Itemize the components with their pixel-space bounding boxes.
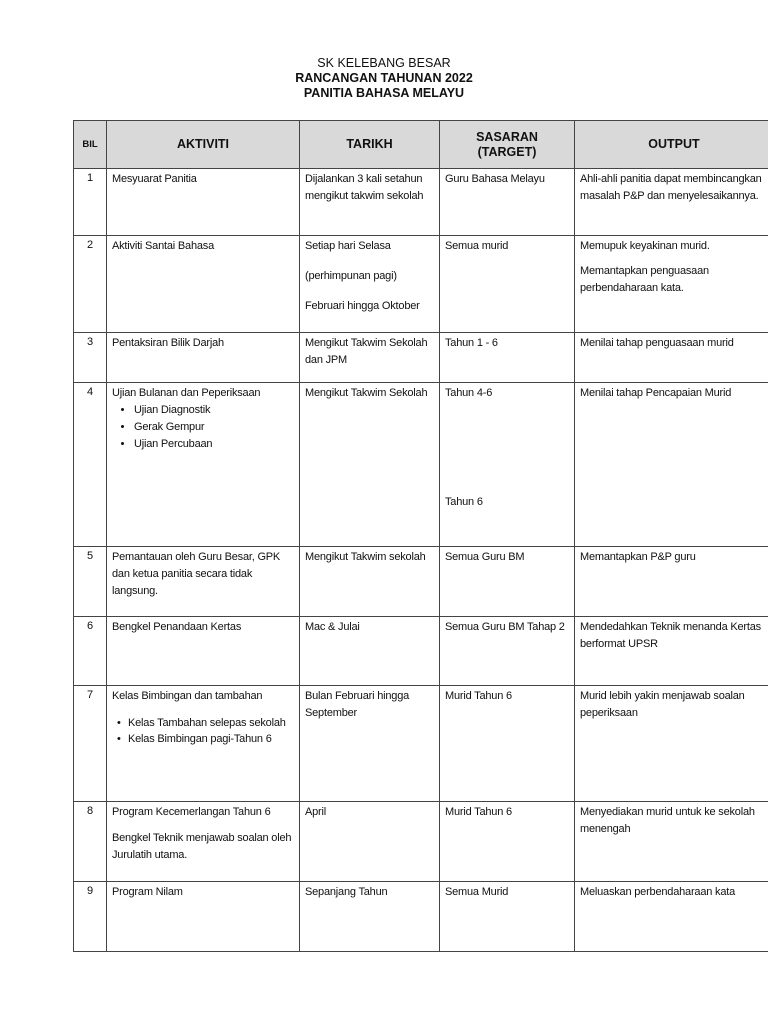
- cell-sasaran: Semua Guru BM: [440, 547, 575, 617]
- cell-output: Ahli-ahli panitia dapat membincangkan masalah P&P dan menyelesaikannya.: [575, 169, 768, 236]
- cell-aktiviti: Bengkel Penandaan Kertas: [107, 617, 300, 686]
- table-row: [74, 236, 768, 333]
- cell-tarikh: Mac & Julai: [300, 617, 440, 686]
- tarikh-line: (perhimpunan pagi): [305, 270, 397, 282]
- cell-output: Murid lebih yakin menjawab soalan peperiksaan: [575, 686, 768, 802]
- table-row: [74, 169, 768, 236]
- list-item: • Kelas Bimbingan pagi-Tahun 6: [128, 731, 294, 747]
- cell-tarikh: [300, 236, 440, 333]
- row-number: 7: [74, 686, 107, 802]
- cell-tarikh: Sepanjang Tahun: [300, 882, 440, 952]
- cell-aktiviti: [107, 383, 300, 547]
- sasaran-line: Tahun 4-6: [445, 387, 493, 399]
- cell-tarikh: April: [300, 802, 440, 882]
- aktiviti-line: Kelas Bimbingan dan tambahan: [112, 690, 263, 702]
- list-item: • Ujian Diagnostik: [134, 402, 294, 419]
- document-title: RANCANGAN TAHUNAN 2022: [295, 71, 473, 85]
- table-row: [74, 333, 768, 383]
- header-tarikh: TARIKH: [300, 121, 440, 169]
- cell-tarikh: Bulan Februari hingga September: [300, 686, 440, 802]
- document-subtitle: PANITIA BAHASA MELAYU: [303, 86, 465, 100]
- output-line: Memupuk keyakinan murid.: [580, 240, 710, 252]
- cell-output: Menyediakan murid untuk ke sekolah menengah: [575, 802, 768, 882]
- cell-output: Menilai tahap Pencapaian Murid: [575, 383, 768, 547]
- sasaran-line: Tahun 6: [445, 496, 483, 508]
- row-number: 8: [74, 802, 107, 882]
- cell-aktiviti: Aktiviti Santai Bahasa: [107, 236, 300, 333]
- cell-sasaran: Murid Tahun 6: [440, 802, 575, 882]
- cell-output: Memantapkan P&P guru: [575, 547, 768, 617]
- cell-tarikh: Mengikut Takwim Sekolah dan JPM: [300, 333, 440, 383]
- cell-sasaran: Murid Tahun 6: [440, 686, 575, 802]
- table-row: [74, 882, 768, 952]
- header-aktiviti: AKTIVITI: [107, 121, 300, 169]
- cell-aktiviti: [107, 686, 300, 802]
- table-row: [74, 802, 768, 882]
- cell-aktiviti: Program Nilam: [107, 882, 300, 952]
- cell-sasaran: Semua murid: [440, 236, 575, 333]
- table-row: [74, 383, 768, 547]
- row-number: 6: [74, 617, 107, 686]
- cell-sasaran: Semua Murid: [440, 882, 575, 952]
- table-header-row: [74, 121, 768, 169]
- table-row: [74, 617, 768, 686]
- aktiviti-line: Ujian Bulanan dan Peperiksaan: [112, 387, 261, 399]
- cell-tarikh: Mengikut Takwim Sekolah: [300, 383, 440, 547]
- row-number: 3: [74, 333, 107, 383]
- aktiviti-list: [112, 402, 294, 453]
- cell-output: Menilai tahap penguasaan murid: [575, 333, 768, 383]
- cell-output: Meluaskan perbendaharaan kata: [575, 882, 768, 952]
- cell-aktiviti: Pemantauan oleh Guru Besar, GPK dan ketua panitia secara tidak langsung.: [107, 547, 300, 617]
- row-number: 2: [74, 236, 107, 333]
- aktiviti-line: Program Kecemerlangan Tahun 6: [112, 806, 271, 818]
- cell-aktiviti: Pentaksiran Bilik Darjah: [107, 333, 300, 383]
- list-item: • Ujian Percubaan: [134, 436, 294, 453]
- cell-sasaran: Tahun 1 - 6: [440, 333, 575, 383]
- row-number: 9: [74, 882, 107, 952]
- output-line: Memantapkan penguasaan perbendaharaan kata.: [580, 265, 709, 294]
- aktiviti-list: [112, 715, 294, 747]
- document-header: [0, 56, 768, 101]
- row-number: 1: [74, 169, 107, 236]
- cell-aktiviti: [107, 802, 300, 882]
- cell-output: Mendedahkan Teknik menanda Kertas berformat UPSR: [575, 617, 768, 686]
- header-sasaran-line2: (TARGET): [477, 144, 537, 159]
- school-name: SK KELEBANG BESAR: [317, 56, 451, 70]
- header-bil: BIL: [74, 121, 107, 169]
- row-number: 5: [74, 547, 107, 617]
- cell-tarikh: Dijalankan 3 kali setahun mengikut takwim sekolah: [300, 169, 440, 236]
- cell-output: [575, 236, 768, 333]
- cell-sasaran: [440, 383, 575, 547]
- cell-aktiviti: Mesyuarat Panitia: [107, 169, 300, 236]
- table-row: [74, 686, 768, 802]
- row-number: 4: [74, 383, 107, 547]
- cell-sasaran: Guru Bahasa Melayu: [440, 169, 575, 236]
- list-item: • Gerak Gempur: [134, 419, 294, 436]
- header-sasaran: [440, 121, 575, 169]
- tarikh-line: Setiap hari Selasa: [305, 240, 391, 252]
- header-sasaran-line1: SASARAN: [476, 129, 538, 144]
- annual-plan-table: [73, 120, 768, 952]
- cell-tarikh: Mengikut Takwim sekolah: [300, 547, 440, 617]
- table-row: [74, 547, 768, 617]
- aktiviti-line: Bengkel Teknik menjawab soalan oleh Jurulatih utama.: [112, 832, 292, 861]
- header-output: OUTPUT: [575, 121, 768, 169]
- list-item: • Kelas Tambahan selepas sekolah: [128, 715, 294, 731]
- cell-sasaran: Semua Guru BM Tahap 2: [440, 617, 575, 686]
- tarikh-line: Februari hingga Oktober: [305, 300, 420, 312]
